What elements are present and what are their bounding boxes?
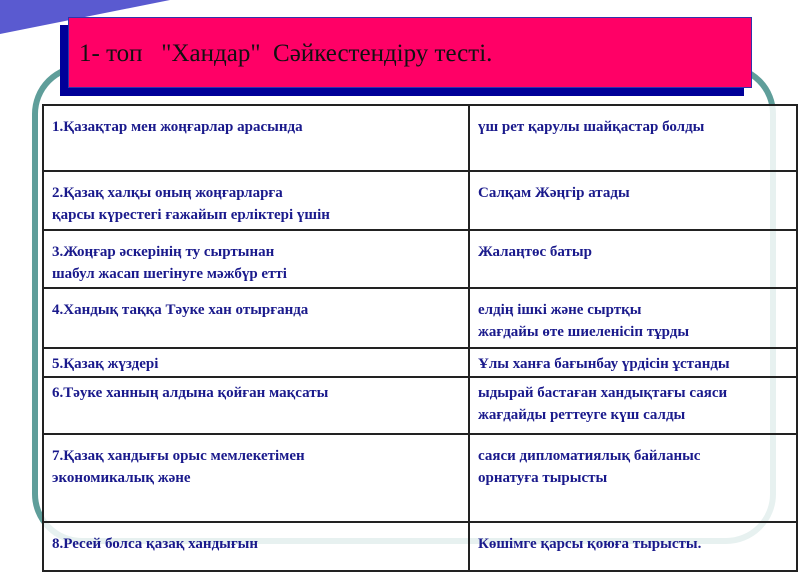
right-cell: Жалаңтөс батыр	[469, 230, 797, 288]
left-cell: 2.Қазақ халқы оның жоңғарларға қарсы күрестегі ғажайып ерліктері үшін	[43, 171, 469, 230]
right-cell: ыдырай бастаған хандықтағы саяси жағдайды реттеуге күш салды	[469, 377, 797, 434]
table-row	[43, 377, 797, 434]
left-cell: 1.Қазақтар мен жоңғарлар арасында	[43, 105, 469, 171]
table-row	[43, 434, 797, 522]
left-cell: 3.Жоңғар әскерінің ту сыртынан шабул жасап шегінуге мәжбүр етті	[43, 230, 469, 288]
left-cell: 5.Қазақ жүздері	[43, 348, 469, 377]
right-cell: саяси дипломатиялық байланыс орнатуға тырысты	[469, 434, 797, 522]
table-row	[43, 522, 797, 571]
right-cell: үш рет қарулы шайқастар болды	[469, 105, 797, 171]
table-row	[43, 230, 797, 288]
left-cell: 8.Ресей болса қазақ хандығын	[43, 522, 469, 571]
right-cell: елдің ішкі және сыртқы жағдайы өте шиеленісіп тұрды	[469, 288, 797, 348]
table-row	[43, 288, 797, 348]
right-cell: Салқам Жәңгір атады	[469, 171, 797, 230]
table-row	[43, 105, 797, 171]
slide-title: 1- топ "Хандар" Сәйкестендіру тесті.	[79, 40, 493, 67]
right-cell: Көшімге қарсы қоюға тырысты.	[469, 522, 797, 571]
left-cell: 6.Тәуке ханның алдына қойған мақсаты	[43, 377, 469, 434]
left-cell: 4.Хандық таққа Тәуке хан отырғанда	[43, 288, 469, 348]
slide-title-box	[68, 17, 752, 88]
right-cell: Ұлы ханға бағынбау үрдісін ұстанды	[469, 348, 797, 377]
table-row	[43, 348, 797, 377]
left-cell: 7.Қазақ хандығы орыс мемлекетімен экономикалық және	[43, 434, 469, 522]
table-row	[43, 171, 797, 230]
matching-table	[42, 104, 798, 572]
